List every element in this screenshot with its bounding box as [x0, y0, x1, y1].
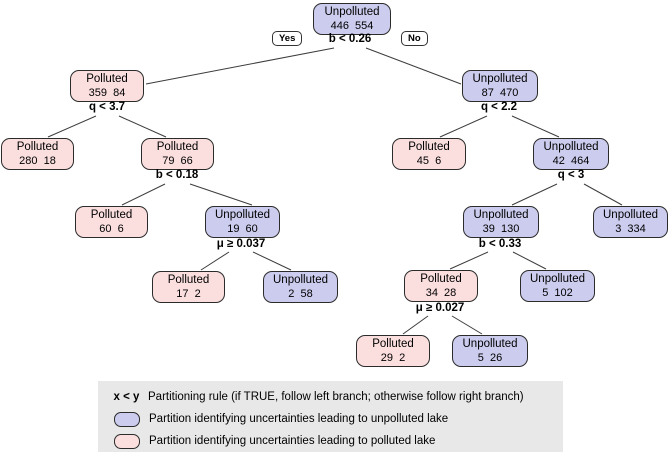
legend-panel [98, 381, 563, 452]
tree-node-root [313, 3, 391, 35]
split-rule-rrll: μ ≥ 0.027 [415, 302, 465, 314]
legend-unpolluted-text: Partition identifying uncertainties leading to unpolluted lake [149, 413, 449, 425]
tree-node-rrl [463, 206, 539, 238]
node-class-label: Unpolluted [603, 209, 658, 221]
node-class-label: Polluted [86, 73, 128, 85]
legend-rule-symbol: x < y [113, 391, 140, 403]
edge-lr-right [190, 184, 252, 205]
node-class-label: Unpolluted [543, 141, 599, 153]
edge-rr-right [584, 184, 622, 205]
edge-l-left [48, 116, 96, 137]
node-class-label: Unpolluted [472, 73, 528, 85]
node-class-label: Unpolluted [473, 209, 529, 221]
tree-node-lr [141, 138, 214, 170]
tree-node-rrll [404, 270, 478, 302]
tree-node-lrrl [152, 271, 225, 303]
tree-node-ll [1, 138, 74, 170]
split-rule-lrr: μ ≥ 0.037 [216, 238, 266, 250]
edge-lrr-left [201, 252, 229, 270]
split-rule-lr: b < 0.18 [155, 169, 199, 181]
tree-node-rl [392, 138, 466, 170]
split-rule-l: q < 3.7 [88, 101, 126, 113]
yes-branch-tag: Yes [272, 31, 302, 46]
tree-node-r [462, 70, 538, 102]
legend-polluted-text: Partition identifying uncertainties leading to polluted lake [149, 435, 436, 447]
node-class-label: Unpolluted [462, 338, 518, 350]
edge-rrl-right [513, 252, 546, 269]
tree-node-lrr [205, 206, 280, 238]
edge-lrr-right [253, 252, 291, 270]
node-counts: 79 66 [162, 155, 193, 167]
node-counts: 29 2 [380, 352, 406, 364]
node-class-label: Unpolluted [215, 209, 270, 221]
node-counts: 359 84 [88, 87, 126, 99]
split-rule-rrl: b < 0.33 [478, 238, 522, 250]
node-counts: 45 6 [416, 155, 442, 167]
legend-rule-text: Partitioning rule (if TRUE, follow left branch; otherwise follow right branch) [148, 391, 524, 403]
edge-r-left [440, 116, 487, 137]
node-counts: 34 28 [425, 287, 457, 299]
edge-r-right [512, 116, 559, 137]
node-class-label: Polluted [90, 209, 133, 221]
node-class-label: Unpolluted [530, 273, 585, 285]
split-rule-root: b < 0.26 [328, 33, 372, 45]
node-class-label: Polluted [372, 338, 414, 350]
edge-rr-left [512, 184, 557, 205]
no-branch-tag: No [401, 31, 428, 46]
split-rule-r: q < 2.2 [480, 101, 518, 113]
node-counts: 39 130 [482, 223, 520, 235]
tree-node-rrllr [452, 335, 528, 367]
edge-rrl-left [450, 252, 488, 269]
tree-node-rrlll [356, 335, 430, 367]
node-counts: 19 60 [227, 223, 258, 235]
edge-root-left [146, 48, 334, 84]
node-class-label: Polluted [167, 274, 210, 286]
node-counts: 5 26 [477, 352, 503, 364]
edge-rrll-right [452, 316, 482, 334]
node-class-label: Unpolluted [324, 6, 380, 18]
edge-rrll-left [403, 316, 428, 334]
tree-node-l [70, 70, 144, 102]
edge-lr-left [122, 184, 165, 205]
node-counts: 280 18 [19, 155, 56, 167]
node-class-label: Polluted [408, 141, 450, 153]
node-class-label: Unpolluted [273, 274, 328, 286]
node-counts: 3 334 [615, 223, 646, 235]
polluted-node-swatch [114, 434, 140, 449]
node-counts: 5 102 [542, 287, 573, 299]
node-counts: 446 554 [330, 20, 374, 32]
edge-l-right [119, 116, 166, 137]
node-counts: 87 470 [481, 87, 519, 99]
node-counts: 17 2 [176, 288, 201, 300]
tree-node-lrrr [263, 271, 338, 303]
node-counts: 60 6 [99, 223, 124, 235]
tree-node-rrlr [520, 270, 595, 302]
edge-root-right [366, 48, 461, 84]
unpolluted-node-swatch [114, 412, 140, 427]
node-class-label: Polluted [16, 141, 59, 153]
tree-node-rrr [593, 206, 668, 238]
node-class-label: Polluted [420, 273, 462, 285]
node-counts: 42 464 [552, 155, 590, 167]
split-rule-rr: q < 3 [557, 169, 585, 181]
tree-node-rr [533, 138, 609, 170]
tree-node-lrl [75, 206, 148, 238]
legend-row-rule [110, 388, 524, 406]
legend-row-polluted [110, 432, 435, 450]
node-counts: 2 58 [288, 288, 313, 300]
legend-row-unpolluted [110, 410, 448, 428]
node-class-label: Polluted [156, 141, 199, 153]
